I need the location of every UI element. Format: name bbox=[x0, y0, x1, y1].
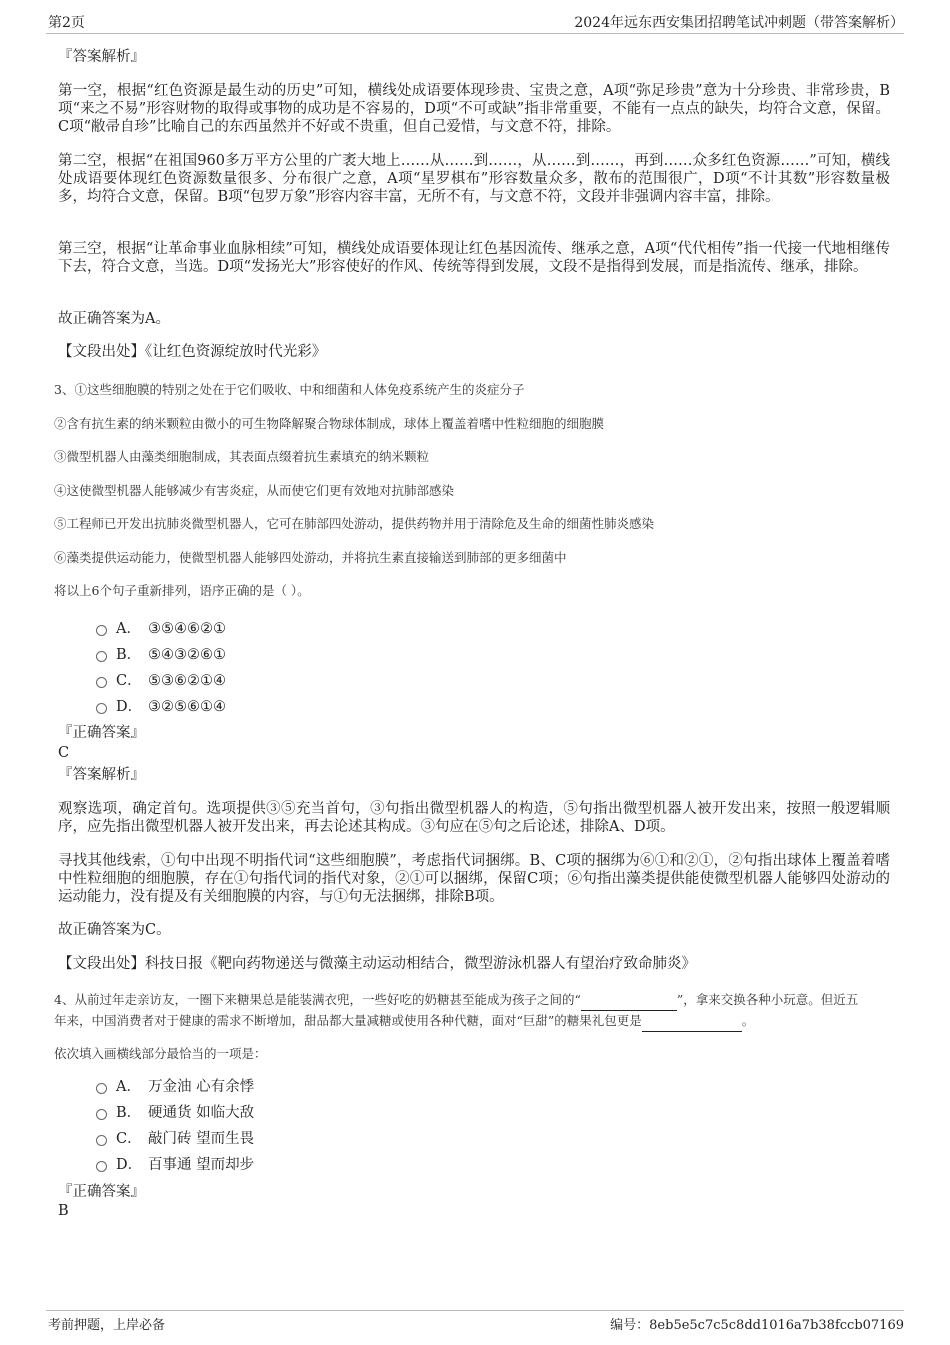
radio-icon[interactable] bbox=[96, 1109, 107, 1120]
header-divider bbox=[46, 33, 904, 34]
q4-option-d[interactable]: D． 百事通 望而却步 bbox=[96, 1156, 254, 1174]
q2-analysis-para1: 第一空，根据“红色资源是最生动的历史”可知，横线处成语要体现珍贵、宝贵之意，A项“弥足珍贵”意为十分珍贵、非常珍贵，B项“来之不易”形容财物的取得或事物的成功是不容易的，D项“不可或缺”指非常重要，不能有一点点的缺失，均符合文意，保留。C项“敝帚自珍”比喻自己的东西虽然并不好或不贵重，但自己爱惜，与文意不符，排除。 bbox=[58, 83, 890, 135]
q3-analysis-para1: 观察选项，确定首句。选项提供③⑤充当首句，③句指出微型机器人的构造，⑤句指出微型机器人被开发出来，按照一般逻辑顺序，应先指出微型机器人被开发出来，再去论述其构成。③句应在⑤句之后论述，排除A、D项。 bbox=[58, 801, 890, 835]
document-code: 编号：8eb5e5c7c5c8dd1016a7b38fccb07169 bbox=[610, 1318, 904, 1333]
radio-icon[interactable] bbox=[96, 1161, 107, 1172]
q3-source: 【文段出处】科技日报《靶向药物递送与微藻主动运动相结合，微型游泳机器人有望治疗致命肺炎》 bbox=[58, 956, 696, 972]
radio-icon[interactable] bbox=[96, 625, 107, 636]
radio-icon[interactable] bbox=[96, 651, 107, 662]
q3-sentence-1: 3、①这些细胞膜的特别之处在于它们吸收、中和细菌和人体免疫系统产生的炎症分子 bbox=[54, 382, 525, 397]
page-number: 第2页 bbox=[48, 15, 85, 31]
q3-conclusion: 故正确答案为C。 bbox=[58, 922, 171, 938]
radio-icon[interactable] bbox=[96, 677, 107, 688]
q3-option-a[interactable]: A． ③⑤④⑥②① bbox=[96, 620, 226, 638]
radio-icon[interactable] bbox=[96, 1083, 107, 1094]
q3-sentence-3: ③微型机器人由藻类细胞制成，其表面点缀着抗生素填充的纳米颗粒 bbox=[54, 449, 430, 464]
q4-answer-label: 『正确答案』 bbox=[58, 1184, 145, 1200]
q2-analysis-para3: 第三空，根据“让革命事业血脉相续”可知，横线处成语要体现让红色基因流传、继承之意，A项“代代相传”指一代接一代地相继传下去，符合文意，当选。D项“发扬光大”形容使好的作风、传统等得到发展，文段不是指得到发展，而是指流传、继承，排除。 bbox=[58, 241, 890, 275]
footer-slogan: 考前押题，上岸必备 bbox=[48, 1318, 166, 1333]
q4-answer: B bbox=[58, 1203, 69, 1219]
q3-analysis-para2: 寻找其他线索，①句中出现不明指代词“这些细胞膜”，考虑指代词捆绑。B、C项的捆绑为⑥①和②①，②句指出球体上覆盖着嗜中性粒细胞的细胞膜，存在①句指代词的指代对象，②①可以捆绑，保留C项；⑥句指出藻类提供能使微型机器人能够四处游动的运动能力，没有提及有关细胞膜的内容，与①句无法捆绑，排除B项。 bbox=[58, 853, 890, 905]
q3-sentence-2: ②含有抗生素的纳米颗粒由微小的可生物降解聚合物球体制成，球体上覆盖着嗜中性粒细胞的细胞膜 bbox=[54, 416, 605, 431]
footer-divider bbox=[46, 1310, 904, 1311]
q4-blank-1 bbox=[581, 990, 677, 1011]
radio-icon[interactable] bbox=[96, 703, 107, 714]
q3-sentence-4: ④这使微型机器人能够减少有害炎症，从而使它们更有效地对抗肺部感染 bbox=[54, 483, 455, 498]
q3-option-d[interactable]: D． ③②⑤⑥①④ bbox=[96, 698, 226, 716]
page-header bbox=[0, 0, 950, 36]
q3-option-c[interactable]: C． ⑤③⑥②①④ bbox=[96, 672, 226, 690]
q2-source: 【文段出处】《让红色资源绽放时代光彩》 bbox=[58, 344, 327, 360]
q3-sentence-5: ⑤工程师已开发出抗肺炎微型机器人，它可在肺部四处游动，提供药物并用于清除危及生命的细菌性肺炎感染 bbox=[54, 516, 655, 531]
q4-stem: 4、从前过年走亲访友，一圈下来糖果总是能装满衣兜，一些好吃的奶糖甚至能成为孩子之间的“ ”，拿来交换各种小玩意。但近五 年来，中国消费者对于健康的需求不断增加，甜品都大量减糖或使用各种代糖，面对“巨甜”的糖果礼包更是 。 bbox=[54, 990, 904, 1032]
q2-analysis-label: 『答案解析』 bbox=[58, 49, 145, 65]
document-title: 2024年远东西安集团招聘笔试冲刺题（带答案解析） bbox=[574, 15, 904, 31]
q3-analysis-label: 『答案解析』 bbox=[58, 767, 145, 783]
q4-option-b[interactable]: B． 硬通货 如临大敌 bbox=[96, 1104, 254, 1122]
q4-option-c[interactable]: C． 敲门砖 望而生畏 bbox=[96, 1130, 254, 1148]
q4-prompt: 依次填入画横线部分最恰当的一项是： bbox=[54, 1046, 267, 1061]
q4-blank-2 bbox=[642, 1011, 742, 1032]
q3-answer-label: 『正确答案』 bbox=[58, 725, 145, 741]
q4-option-a[interactable]: A． 万金油 心有余悸 bbox=[96, 1078, 254, 1096]
q3-prompt: 将以上6个句子重新排列，语序正确的是（ ）。 bbox=[54, 583, 310, 598]
q3-sentence-6: ⑥藻类提供运动能力，使微型机器人能够四处游动，并将抗生素直接输送到肺部的更多细菌中 bbox=[54, 550, 567, 565]
radio-icon[interactable] bbox=[96, 1135, 107, 1146]
q2-conclusion: 故正确答案为A。 bbox=[58, 311, 170, 327]
q3-answer: C bbox=[58, 745, 70, 761]
q2-analysis-para2: 第二空，根据“在祖国960多万平方公里的广袤大地上……从……到……，从……到……，再到……众多红色资源……”可知，横线处成语要体现红色资源数量很多、分布很广之意，A项“星罗棋布”形容数量众多，散布的范围很广，D项“不计其数”形容数量极多，均符合文意，保留。B项“包罗万象”形容内容丰富，无所不有，与文意不符，文段并非强调内容丰富，排除。 bbox=[58, 153, 890, 205]
q3-option-b[interactable]: B． ⑤④③②⑥① bbox=[96, 646, 226, 664]
